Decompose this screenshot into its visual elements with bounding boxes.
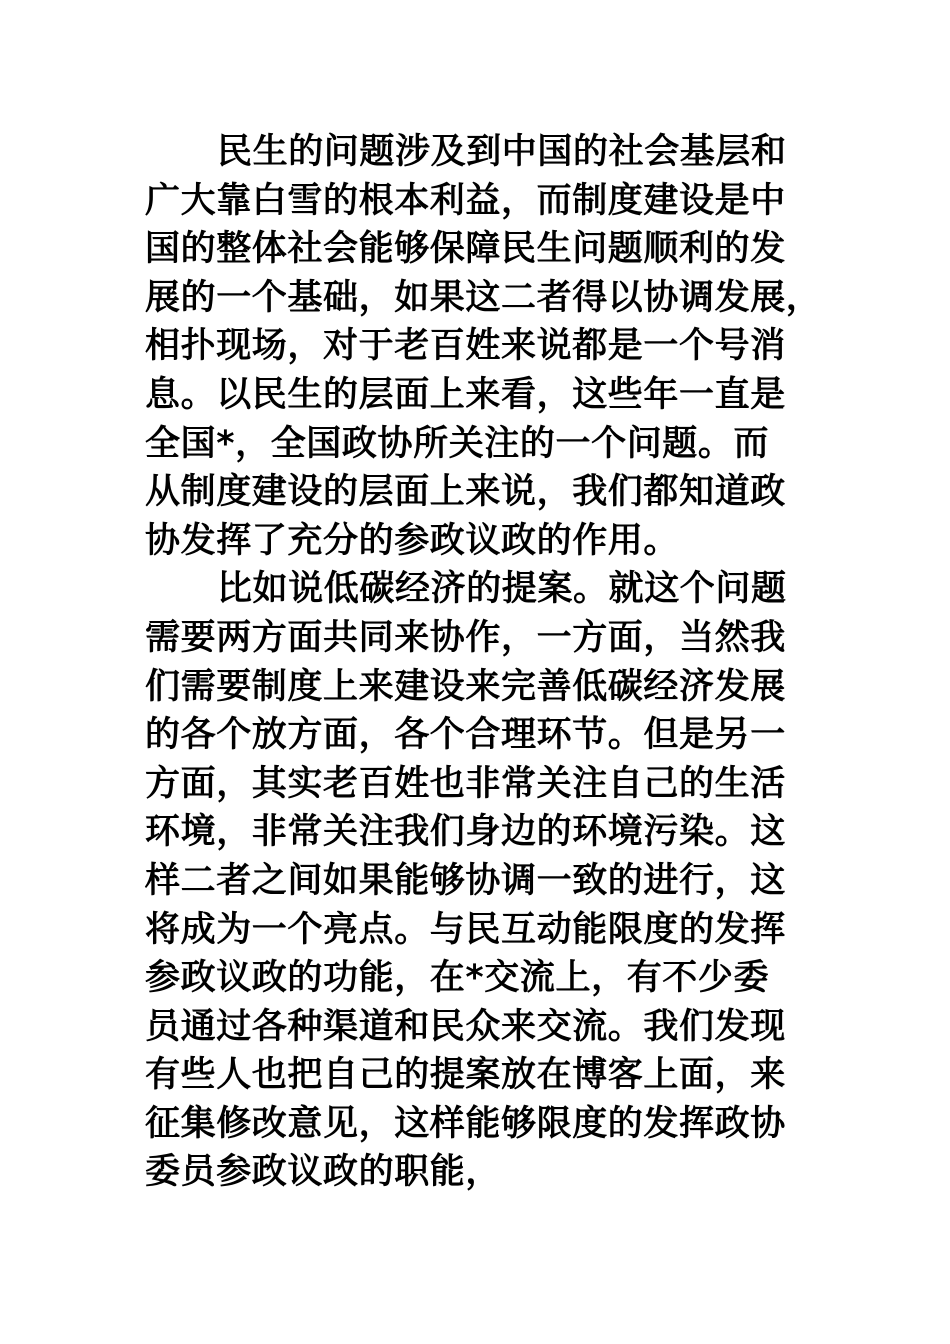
paragraph-line: 需要两方面共同来协作，一方面，当然我 <box>145 617 786 658</box>
paragraph-line: 样二者之间如果能够协调一致的进行，这 <box>145 860 786 901</box>
paragraph-line: 们需要制度上来建设来完善低碳经济发展 <box>145 666 786 707</box>
paragraph-line: 全国*，全国政协所关注的一个问题。而 <box>145 423 770 464</box>
paragraph-line: 委员参政议政的职能， <box>145 1152 502 1193</box>
paragraph-line: 相扑现场，对于老百姓来说都是一个号消 <box>145 326 786 367</box>
paragraph-line: 展的一个基础，如果这二者得以协调发展， <box>145 277 822 318</box>
document-body <box>145 128 825 1197</box>
paragraph-line: 方面，其实老百姓也非常关注自己的生活 <box>145 763 786 804</box>
paragraph-line: 将成为一个亮点。与民互动能限度的发挥 <box>145 909 786 950</box>
paragraph-1 <box>145 128 825 565</box>
paragraph-line: 民生的问题涉及到中国的社会基层和 <box>217 132 787 172</box>
paragraph-line: 从制度建设的层面上来说，我们都知道政 <box>145 472 786 513</box>
paragraph-line: 广大靠白雪的根本利益，而制度建设是中 <box>145 180 786 221</box>
paragraph-line: 的各个放方面，各个合理环节。但是另一 <box>145 715 786 756</box>
paragraph-line: 比如说低碳经济的提案。就这个问题 <box>217 569 787 610</box>
paragraph-line: 有些人也把自己的提案放在博客上面，来 <box>145 1055 786 1096</box>
paragraph-line: 协发挥了充分的参政议政的作用。 <box>145 520 680 561</box>
paragraph-line: 员通过各种渠道和民众来交流。我们发现 <box>145 1006 786 1047</box>
paragraph-2 <box>145 565 825 1197</box>
paragraph-line: 息。以民生的层面上来看，这些年一直是 <box>145 374 786 415</box>
paragraph-line: 国的整体社会能够保障民生问题顺利的发 <box>145 229 786 270</box>
paragraph-line: 征集修改意见，这样能够限度的发挥政协 <box>145 1103 786 1144</box>
paragraph-line: 参政议政的功能，在*交流上，有不少委 <box>145 958 770 999</box>
paragraph-line: 环境，非常关注我们身边的环境污染。这 <box>145 812 786 853</box>
